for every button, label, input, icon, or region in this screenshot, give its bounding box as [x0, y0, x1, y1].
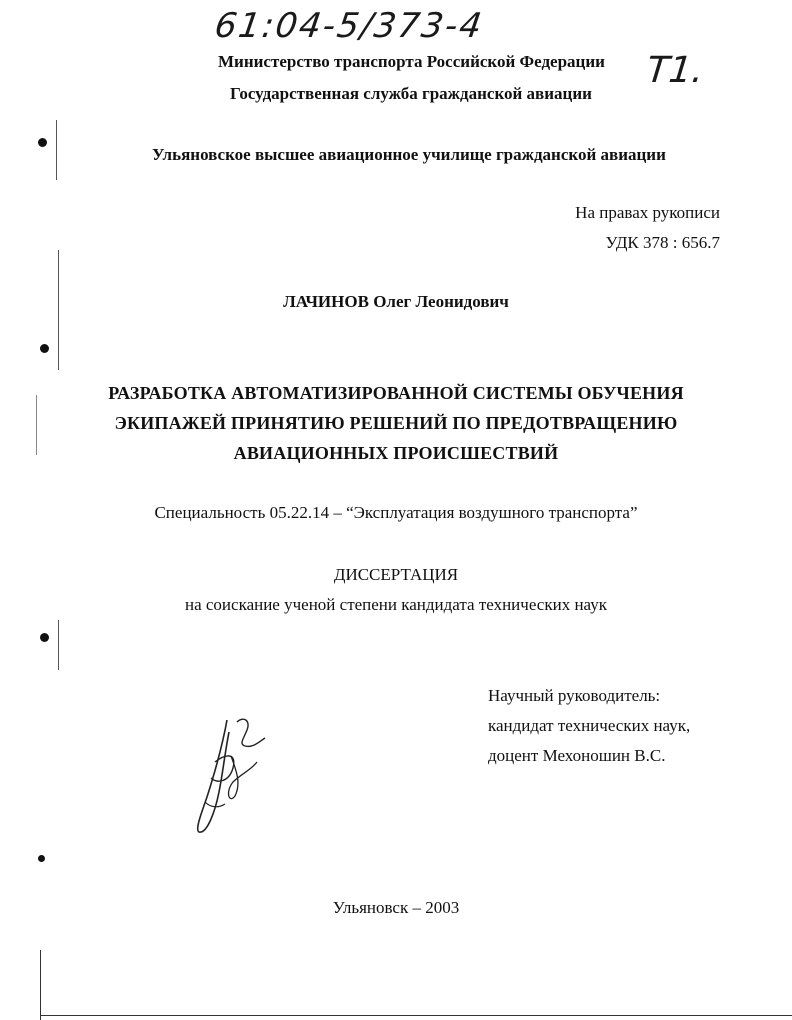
specialty-line: Специальность 05.22.14 – “Эксплуатация воздушного транспорта” — [154, 503, 638, 522]
scan-edge-line — [58, 620, 59, 670]
manuscript-rights: На правах рукописи — [575, 203, 720, 222]
scan-edge-line — [56, 120, 57, 180]
scan-edge-line — [40, 950, 41, 1020]
punch-hole-mark — [38, 138, 47, 147]
document-type: ДИССЕРТАЦИЯ — [333, 565, 459, 584]
supervisor-label: Научный руководитель: — [488, 686, 661, 705]
supervisor-name: доцент Мехоношин В.С. — [488, 746, 666, 765]
punch-hole-mark — [40, 633, 49, 642]
ministry-heading: Министерство транспорта Российской Федерации — [218, 52, 605, 71]
handwritten-mark: Т1. — [644, 50, 706, 91]
thesis-title-line: ЭКИПАЖЕЙ ПРИНЯТИЮ РЕШЕНИЙ ПО ПРЕДОТВРАЩЕНИЮ — [114, 413, 678, 433]
handwritten-code: 61:04-5/373-4 — [212, 6, 486, 46]
punch-hole-mark — [38, 855, 45, 862]
scan-bottom-edge — [40, 1015, 792, 1016]
thesis-title-line: РАЗРАБОТКА АВТОМАТИЗИРОВАННОЙ СИСТЕМЫ ОБУЧЕНИЯ — [108, 383, 684, 403]
signature-mark — [185, 712, 275, 837]
udc-code: УДК 378 : 656.7 — [605, 233, 720, 252]
city-year: Ульяновск – 2003 — [332, 898, 460, 917]
degree-line: на соискание ученой степени кандидата технических наук — [184, 595, 607, 614]
thesis-title-line: АВИАЦИОННЫХ ПРОИСШЕСТВИЙ — [233, 443, 559, 463]
supervisor-degree: кандидат технических наук, — [488, 716, 691, 735]
service-heading: Государственная служба гражданской авиации — [230, 84, 592, 103]
author-name: ЛАЧИНОВ Олег Леонидович — [283, 292, 509, 311]
institution-heading: Ульяновское высшее авиационное училище гражданской авиации — [152, 145, 666, 164]
punch-hole-mark — [40, 344, 49, 353]
